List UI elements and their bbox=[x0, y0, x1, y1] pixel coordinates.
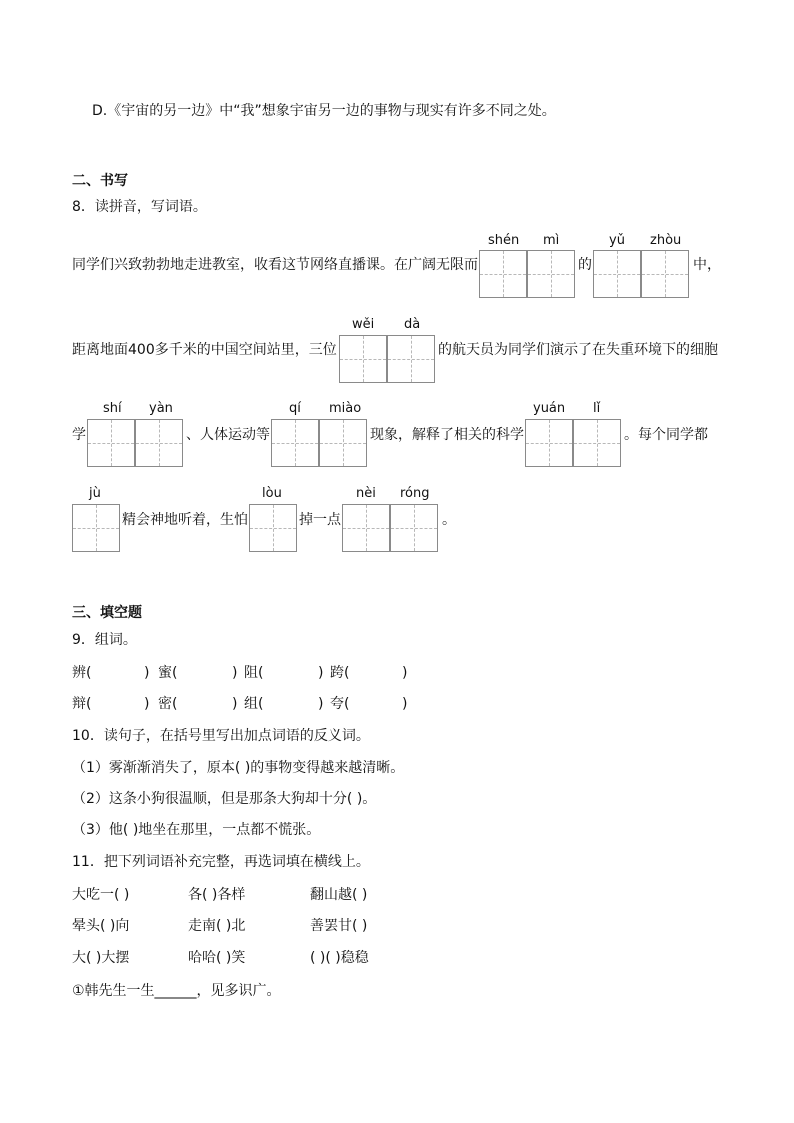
q10-sentence-3: （3）他( )地坐在那里，一点都不慌张。 bbox=[72, 822, 321, 838]
q9-paren: ) bbox=[144, 665, 150, 681]
section-2-title: 二、书写 bbox=[72, 173, 128, 189]
tianzige-box[interactable] bbox=[135, 419, 183, 467]
q11-idiom: 走南( )北 bbox=[188, 918, 246, 934]
q8-line2-text2: 的航天员为同学们演示了在失重环境下的细胞 bbox=[438, 342, 718, 358]
q10-stem: 10．读句子，在括号里写出加点词语的反义词。 bbox=[72, 728, 370, 744]
tianzige-box[interactable] bbox=[573, 419, 621, 467]
pinyin-shi: shí bbox=[103, 401, 122, 416]
pinyin-rong: róng bbox=[400, 486, 430, 501]
pinyin-li: lǐ bbox=[593, 401, 601, 416]
pinyin-zhou: zhòu bbox=[650, 233, 682, 248]
q9-paren: ) bbox=[232, 665, 238, 681]
pinyin-wei: wěi bbox=[352, 317, 375, 332]
pinyin-miao: miào bbox=[329, 401, 362, 416]
tianzige-box[interactable] bbox=[593, 250, 641, 298]
q11-idiom: 哈哈( )笑 bbox=[188, 950, 246, 966]
section-3-title: 三、填空题 bbox=[72, 605, 142, 621]
q9-paren: ) bbox=[144, 696, 150, 712]
q9-char: 密( bbox=[158, 696, 178, 712]
q11-idiom: ( )( )稳稳 bbox=[310, 950, 369, 966]
q9-paren: ) bbox=[402, 665, 408, 681]
q9-char: 夸( bbox=[330, 696, 350, 712]
pinyin-qi: qí bbox=[289, 401, 301, 416]
tianzige-box[interactable] bbox=[319, 419, 367, 467]
q8-line3-text3: 现象，解释了相关的科学 bbox=[370, 427, 524, 443]
tianzige-box[interactable] bbox=[390, 504, 438, 552]
q8-line3-text4: 。每个同学都 bbox=[624, 427, 708, 443]
pinyin-shen: shén bbox=[488, 233, 520, 248]
q10-sentence-2: （2）这条小狗很温顺，但是那条大狗却十分( )。 bbox=[72, 791, 377, 807]
pinyin-yu: yǔ bbox=[609, 233, 625, 248]
q11-idiom: 善罢甘( ) bbox=[310, 918, 368, 934]
q9-paren: ) bbox=[402, 696, 408, 712]
q9-char: 组( bbox=[244, 696, 264, 712]
pinyin-yan: yàn bbox=[149, 401, 173, 416]
q10-sentence-1: （1）雾渐渐消失了，原本( )的事物变得越来越清晰。 bbox=[72, 760, 405, 776]
q9-stem: 9．组词。 bbox=[72, 632, 137, 648]
tianzige-box[interactable] bbox=[249, 504, 297, 552]
tianzige-box[interactable] bbox=[87, 419, 135, 467]
q9-char: 阻( bbox=[244, 665, 264, 681]
q11-idiom: 大( )大摆 bbox=[72, 950, 130, 966]
tianzige-box[interactable] bbox=[271, 419, 319, 467]
q8-line1-text3: 中， bbox=[693, 257, 721, 273]
pinyin-lou: lòu bbox=[262, 486, 282, 501]
tianzige-box[interactable] bbox=[72, 504, 120, 552]
q9-paren: ) bbox=[232, 696, 238, 712]
q11-idiom: 翻山越( ) bbox=[310, 887, 368, 903]
q8-line4-text3: 。 bbox=[442, 512, 456, 528]
pinyin-ju: jù bbox=[89, 486, 101, 501]
q8-line1-text1: 同学们兴致勃勃地走进教室，收看这节网络直播课。在广阔无限而 bbox=[72, 257, 478, 273]
tianzige-box[interactable] bbox=[339, 335, 387, 383]
tianzige-box[interactable] bbox=[342, 504, 390, 552]
pinyin-yuan: yuán bbox=[533, 401, 566, 416]
q9-paren: ) bbox=[318, 665, 324, 681]
q9-char: 辨( bbox=[72, 665, 92, 681]
q11-idiom: 晕头( )向 bbox=[72, 918, 130, 934]
tianzige-box[interactable] bbox=[641, 250, 689, 298]
q9-paren: ) bbox=[318, 696, 324, 712]
q8-line1-text2: 的 bbox=[578, 257, 592, 273]
pinyin-da: dà bbox=[404, 317, 421, 332]
q11-fill-1: ①韩先生一生______，见多识广。 bbox=[72, 983, 281, 999]
q11-idiom: 大吃一( ) bbox=[72, 887, 130, 903]
tianzige-box[interactable] bbox=[387, 335, 435, 383]
q7-option-d: D.《宇宙的另一边》中“我”想象宇宙另一边的事物与现实有许多不同之处。 bbox=[92, 103, 556, 119]
q8-line2-text1: 距离地面400多千米的中国空间站里，三位 bbox=[72, 342, 337, 358]
q8-line4-text2: 掉一点 bbox=[299, 512, 341, 528]
pinyin-nei: nèi bbox=[356, 486, 376, 501]
q8-line4-text1: 精会神地听着，生怕 bbox=[122, 512, 248, 528]
tianzige-box[interactable] bbox=[479, 250, 527, 298]
q11-idiom: 各( )各样 bbox=[188, 887, 246, 903]
q9-char: 辩( bbox=[72, 696, 92, 712]
q9-char: 蜜( bbox=[158, 665, 178, 681]
tianzige-box[interactable] bbox=[525, 419, 573, 467]
q8-line3-text2: 、人体运动等 bbox=[186, 427, 270, 443]
tianzige-box[interactable] bbox=[527, 250, 575, 298]
q8-stem: 8．读拼音，写词语。 bbox=[72, 199, 207, 215]
q8-line3-text1: 学 bbox=[72, 427, 86, 443]
q9-char: 跨( bbox=[330, 665, 350, 681]
q11-stem: 11．把下列词语补充完整，再选词填在横线上。 bbox=[72, 854, 370, 870]
pinyin-mi: mì bbox=[543, 233, 560, 248]
